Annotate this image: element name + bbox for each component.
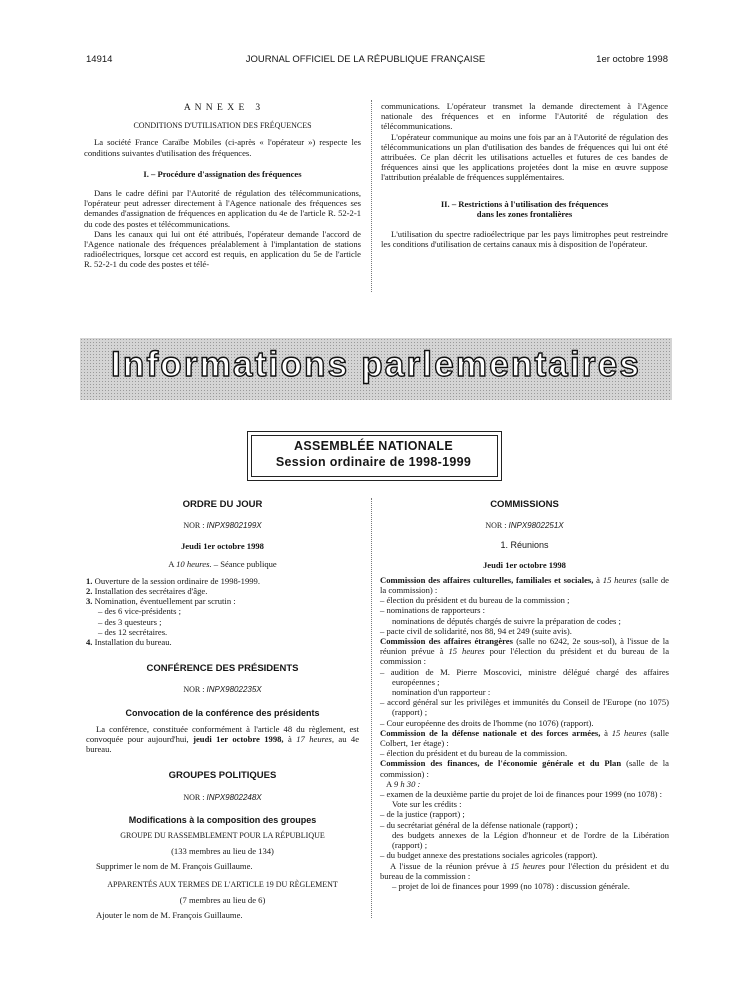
agenda-item-number: 2.: [86, 586, 93, 597]
section-1-paragraph-1: Dans le cadre défini par l'Autorité de régulation des télécommunications, l'opérateur peut adresser directement à l'Agence nationale des fréquences ses demandes d'assignation de fréquences en application du 4e de l'article R. 52-2-1 du code des postes et télécommunications.: [84, 188, 361, 229]
seance-time: 10 heures.: [176, 558, 212, 569]
commission-a: à: [604, 727, 608, 738]
agenda-item-number: 1.: [86, 575, 93, 586]
groupes-nor: [86, 793, 359, 803]
assembly-title: ASSEMBLÉE NATIONALE: [294, 439, 453, 453]
nor-code: INPX9802199X: [206, 521, 262, 531]
commission-culturelles: [380, 575, 669, 595]
commissions-nor: [380, 521, 669, 531]
commission-item: nominations de députés chargés de suivre la préparation de codes ;: [392, 615, 621, 626]
seance-type: – Séance publique: [213, 558, 277, 569]
annexe-title: A N N E X E 3: [183, 103, 262, 113]
nor-label: NOR :: [183, 792, 205, 802]
convocation-time: 17 heures,: [296, 734, 334, 745]
commission-name: Commission des affaires étrangères: [380, 636, 513, 647]
annexe-left-column: [84, 103, 361, 270]
commission-finances: [380, 758, 669, 778]
header-date: 1er octobre 1998: [596, 54, 668, 65]
rpr-group-title: GROUPE DU RASSEMBLEMENT POUR LA RÉPUBLIQUE: [120, 831, 325, 841]
groupes-title: GROUPES POLITIQUES: [168, 770, 277, 782]
seance-prefix: A: [168, 558, 174, 569]
nor-label: NOR :: [485, 521, 507, 531]
commission-a: à: [596, 574, 600, 585]
commission-room: (salle no 6242, 2e sous-sol), à l'issue de la réunion prévue à: [380, 636, 669, 657]
agenda-item: [86, 596, 359, 606]
commission-item: – accord général sur les privilèges et immunités du Conseil de l'Europe (no 1075) (rapport) ;: [380, 697, 669, 718]
section-2-paragraph: L'utilisation du spectre radioélectrique par les pays limitrophes peut restreindre les conditions d'utilisation de certains canaux mis à disposition de l'opérateur.: [381, 229, 668, 250]
right-paragraph-2: L'opérateur communique au moins une fois par an à l'Autorité de régulation des télécommunications un plan d'utilisation des bandes de fréquences qui lui ont été attribuées. Ce plan décrit les utilisations actuelles et futures de ces bandes de fréquences ainsi que les applications projetées dont la mise en œuvre suppose l'attribution préalable de fréquences supplémentaires.: [381, 131, 668, 183]
page-number: 14914: [86, 54, 113, 65]
commission-room: (salle de la commission) :: [380, 574, 669, 596]
agenda-item: [86, 637, 359, 647]
commission-item: – du secrétariat général de la défense nationale (rapport) ;: [380, 819, 578, 830]
apparentes-action: Ajouter le nom de M. François Guillaume.: [96, 910, 243, 921]
annexe-right-column: [381, 101, 668, 249]
ordre-du-jour-title: ORDRE DU JOUR: [182, 499, 263, 510]
agenda-subitem: – des 3 questeurs ;: [98, 616, 162, 627]
section-2-title-line-1: II. – Restrictions à l'utilisation des fréquences: [440, 198, 609, 209]
convocation-text-e: au 4e bureau.: [86, 734, 360, 755]
right-paragraph-1: communications. L'opérateur transmet la demande directement à l'Agence nationale des fréquences et en informe l'Autorité de régulation des télécommunications.: [381, 101, 668, 132]
annexe-subtitle: CONDITIONS D'UTILISATION DES FRÉQUENCES: [133, 121, 312, 131]
reunions-title: 1. Réunions: [500, 540, 549, 551]
commission-time: 15 heures: [611, 727, 647, 738]
modifications-title: Modifications à la composition des groupes: [128, 814, 317, 825]
commission-item: – de la justice (rapport) ;: [380, 809, 465, 820]
commission-room: (salle Colbert, 1er étage) :: [380, 727, 669, 749]
section-1-title: I. – Procédure d'assignation des fréquences: [143, 168, 302, 179]
agenda-subitem: – des 12 secrétaires.: [98, 626, 168, 637]
commission-item: – pacte civil de solidarité, nos 88, 94 et 249 (suite avis).: [380, 625, 572, 636]
commission-after: [380, 861, 669, 881]
commission-time: 15 heures: [602, 574, 637, 585]
nor-code: INPX9802248X: [206, 792, 262, 802]
commission-item: des budgets annexes de la Légion d'honneur et de l'ordre de la Libération (rapport) ;: [392, 829, 669, 851]
left-column: [86, 500, 359, 920]
rpr-group-action: Supprimer le nom de M. François Guillaume.: [96, 861, 253, 872]
commission-etrangeres: [380, 636, 669, 667]
commissions-title: COMMISSIONS: [490, 499, 559, 510]
commission-item: – Cour européenne des droits de l'homme (no 1076) (rapport).: [380, 717, 594, 728]
commission-defense: [380, 728, 669, 748]
agenda-item-text: Installation du bureau.: [94, 637, 172, 648]
lower-column-rule: [371, 498, 372, 918]
commission-rest: pour l'élection du président et du bureau de la commission :: [380, 646, 670, 667]
commission-item: – examen de la deuxième partie du projet de loi de finances pour 1999 (no 1078) :: [380, 789, 663, 800]
agenda-item-text: Ouverture de la session ordinaire de 1998-1999.: [94, 575, 260, 586]
commission-item: – élection du président et du bureau de la commission.: [380, 748, 568, 759]
commission-item: Vote sur les crédits :: [392, 799, 462, 810]
convocation-text: [86, 724, 359, 755]
nor-code: INPX9802251X: [508, 521, 564, 531]
nor-label: NOR :: [183, 521, 205, 531]
agenda-item-number: 4.: [86, 637, 93, 648]
commission-item: – nominations de rapporteurs :: [380, 605, 486, 616]
rpr-group-count: (133 membres au lieu de 134): [171, 846, 274, 857]
commission-item: – élection du président et du bureau de la commission ;: [380, 595, 570, 606]
ordre-nor: [86, 521, 359, 531]
commission-name: Commission des finances, de l'économie générale et du Plan: [380, 758, 622, 769]
conference-title: CONFÉRENCE DES PRÉSIDENTS: [146, 663, 299, 675]
convocation-title: Convocation de la conférence des présidents: [125, 707, 320, 718]
right-column: [380, 500, 669, 891]
convocation-date: jeudi 1er octobre 1998,: [193, 734, 284, 745]
commission-time: 15 heures: [448, 646, 485, 657]
agenda-item-text: Nomination, éventuellement par scrutin :: [94, 596, 236, 607]
agenda-item: [86, 586, 359, 596]
section-2-title-line-2: dans les zones frontalières: [476, 208, 573, 219]
conference-nor: [86, 685, 359, 695]
commission-time-prefix: A: [386, 778, 392, 789]
nor-label: NOR :: [183, 685, 205, 695]
section-1-paragraph-2: Dans les canaux qui lui ont été attribués, l'opérateur demande l'accord de l'Agence nationale des fréquences préalablement à l'implantation de stations radioélectriques, lorsque cet accord est requis, en application du 5e de l'article R. 52-2-1 du code des postes et télé-: [84, 228, 361, 270]
commission-room: (salle de la commission) :: [380, 758, 669, 779]
commission-item: – audition de M. Pierre Moscovici, ministre délégué chargé des affaires européennes ;: [380, 666, 669, 687]
commission-time: 9 h 30 :: [393, 778, 421, 789]
commission-after-pre: A l'issue de la réunion prévue à: [390, 860, 507, 871]
annexe-column-rule: [371, 100, 372, 292]
agenda-item-text: Installation des secrétaires d'âge.: [94, 586, 208, 597]
assembly-session: Session ordinaire de 1998-1999: [275, 455, 472, 469]
convocation-text-c: à: [288, 734, 292, 745]
journal-title: JOURNAL OFFICIEL DE LA RÉPUBLIQUE FRANÇAISE: [245, 54, 486, 65]
convocation-text-a: La conférence, constituée conformément à l'article 48 du règlement, est convoquée pour aujourd'hui,: [86, 723, 359, 745]
ordre-seance: [86, 559, 359, 569]
apparentes-title: APPARENTÉS AUX TERMES DE L'ARTICLE 19 DU RÈGLEMENT: [107, 879, 338, 889]
banner-title: Informations parlementaires: [110, 345, 642, 384]
commission-name: Commission de la défense nationale et des forces armées,: [380, 727, 601, 738]
agenda-subitem: – des 6 vice-présidents ;: [98, 606, 182, 617]
commission-time: 15 heures: [510, 860, 546, 871]
commissions-date: Jeudi 1er octobre 1998: [483, 559, 566, 570]
agenda-item-number: 3.: [86, 596, 93, 607]
commission-time-line: [380, 779, 669, 789]
commission-item: nomination d'un rapporteur :: [392, 687, 491, 698]
commission-item: – projet de loi de finances pour 1999 (no 1078) : discussion générale.: [392, 880, 630, 891]
commission-after-post: pour l'élection du président et du bureau de la commission :: [380, 860, 669, 881]
commission-name: Commission des affaires culturelles, familiales et sociales,: [380, 574, 594, 585]
commission-item: – du budget annexe des prestations sociales agricoles (rapport).: [380, 850, 598, 861]
ordre-date: Jeudi 1er octobre 1998: [181, 541, 264, 552]
annexe-intro: La société France Caraïbe Mobiles (ci-après « l'opérateur ») respecte les conditions suivantes d'utilisation des fréquences.: [84, 137, 361, 158]
section-2-title: [381, 199, 668, 219]
agenda-item: [86, 576, 359, 586]
apparentes-count: (7 membres au lieu de 6): [179, 894, 266, 905]
nor-code: INPX9802235X: [206, 685, 262, 695]
